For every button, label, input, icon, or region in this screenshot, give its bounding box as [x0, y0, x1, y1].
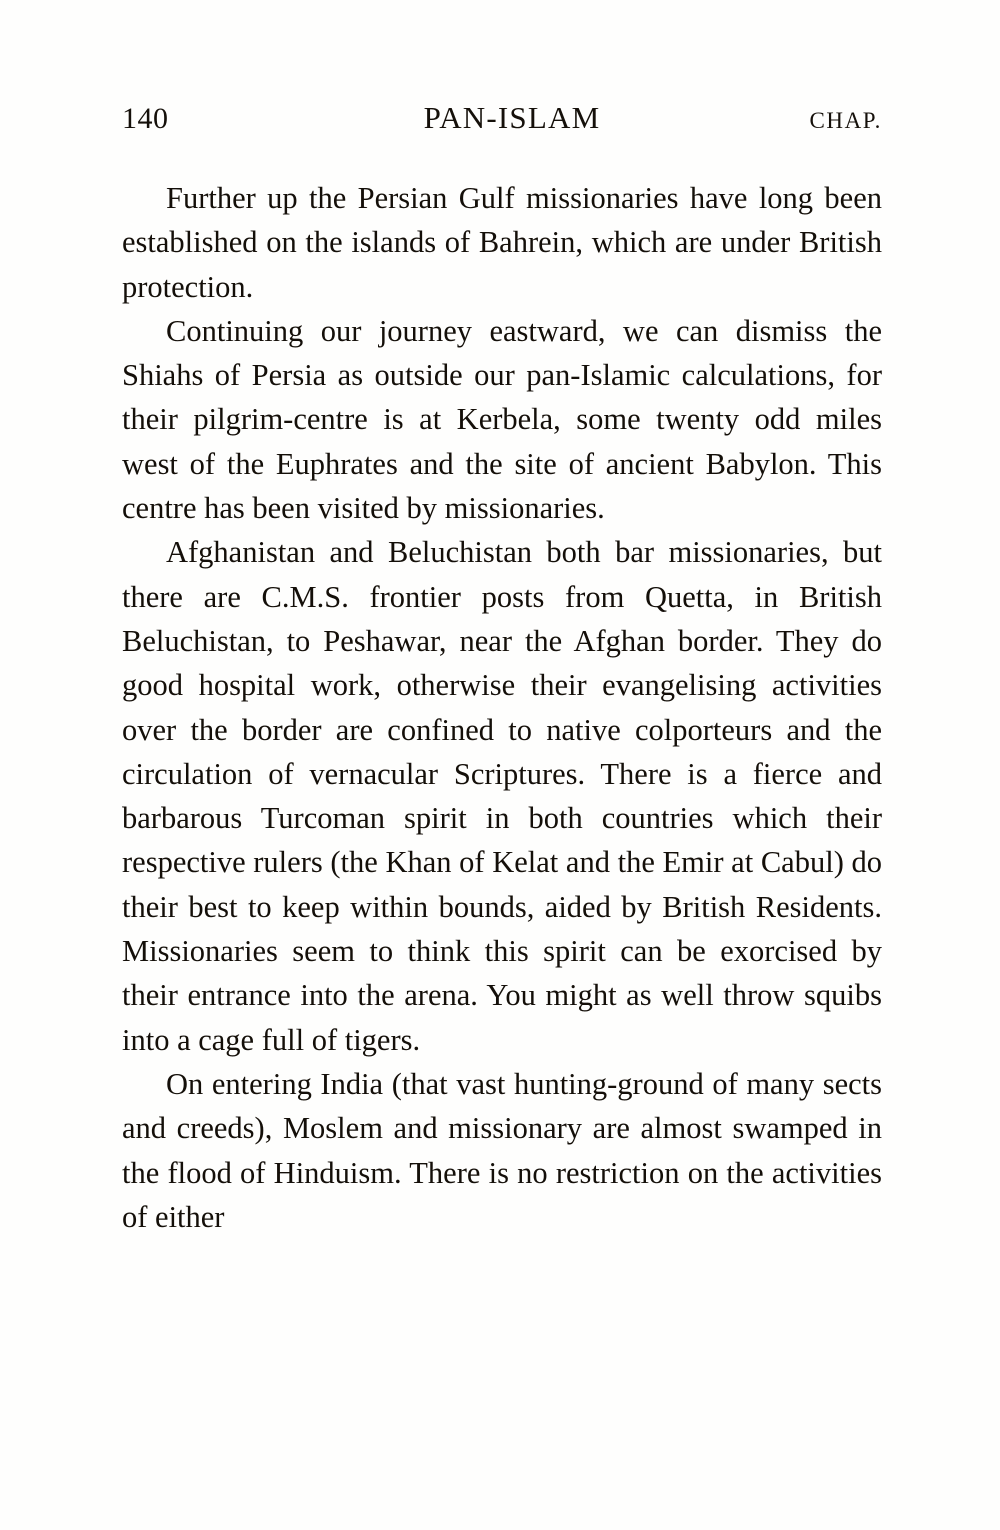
- chapter-marker: CHAP.: [809, 108, 882, 133]
- paragraph: On entering India (that vast hunting-ground of many sects and creeds), Moslem and missionary are almost swamped in the flood of Hinduism. There is no restriction on the activities of either: [122, 1066, 882, 1234]
- paragraph: Further up the Persian Gulf missionaries have long been established on the islands of Bahrein, which are under British protection.: [122, 181, 882, 304]
- page-content: [122, 100, 882, 1239]
- body-text: [122, 176, 882, 1239]
- paragraph: Afghanistan and Beluchistan both bar missionaries, but there are C.M.S. frontier posts from Quetta, in British Beluchistan, to Peshawar, near the Afghan border. They do good hospital work, otherwise their evangelising activities over the border are confined to native colporteurs and the circulation of vernacular Scriptures. There is a fierce and barbarous Turcoman spirit in both countries which their respective rulers (the Khan of Kelat and the Emir at Cabul) do their best to keep within bounds, aided by British Residents. Missionaries seem to think this spirit can be exorcised by their entrance into the arena. You might as well throw squibs into a cage full of tigers.: [122, 535, 882, 1057]
- page-number: 140: [122, 102, 169, 135]
- paragraph: Continuing our journey eastward, we can dismiss the Shiahs of Persia as outside our pan-Islamic calculations, for their pilgrim-centre is at Kerbela, some twenty odd miles west of the Euphrates and the site of ancient Babylon. This centre has been visited by missionaries.: [122, 313, 882, 526]
- running-title: PAN-ISLAM: [423, 100, 601, 135]
- running-head: [122, 100, 882, 146]
